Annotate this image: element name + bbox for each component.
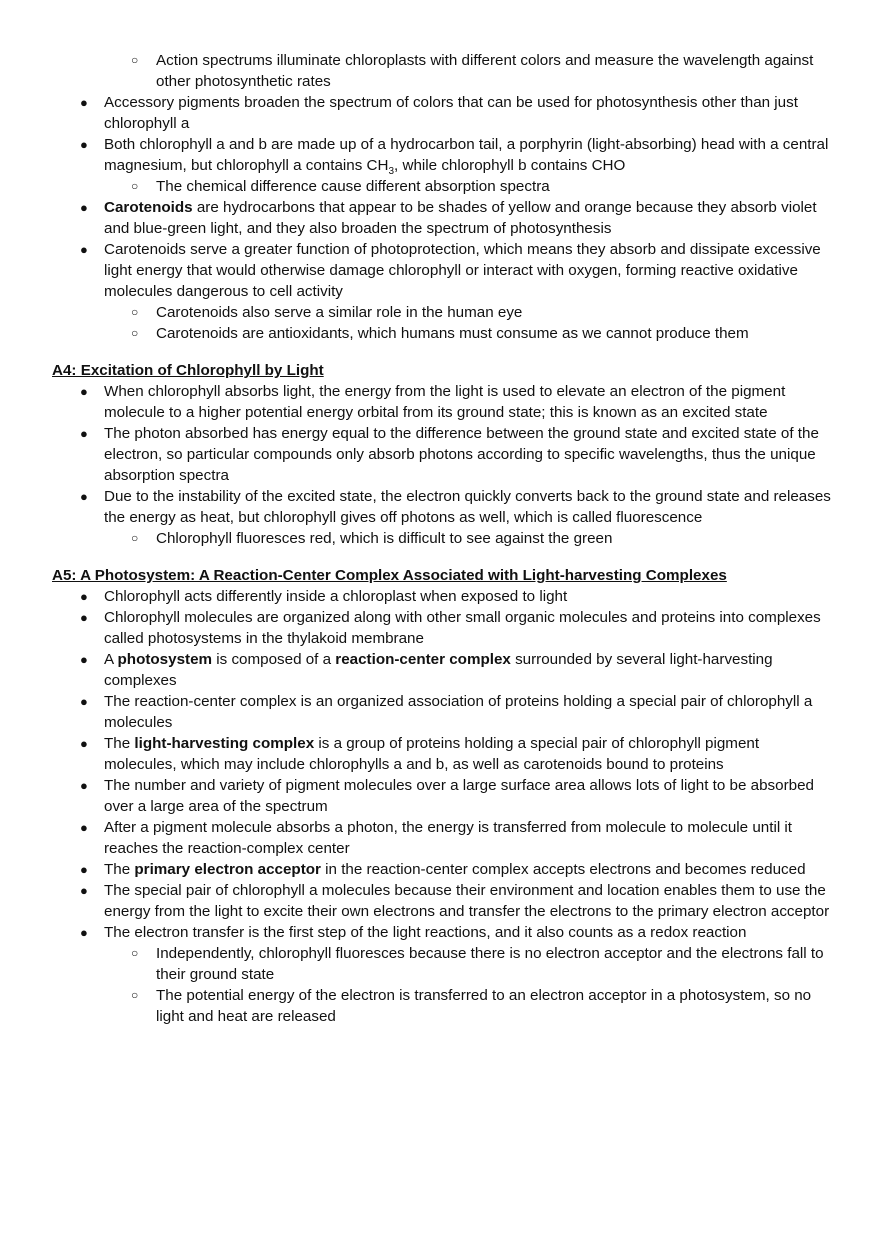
filled-bullet-icon: ● [80,200,88,215]
item-text: The special pair of chlorophyll a molecules because their environment and location enables them to use the energy from the light to excite their own electrons and transfer the electrons to the primary electron acceptor [104,882,830,920]
bold-term: Carotenoids [104,199,193,216]
bold-term: photosystem [117,651,213,668]
item-text: The electron transfer is the first step of the light reactions, and it also counts as a redox reaction [104,924,747,941]
list-item [0,733,834,775]
bold-term: reaction-center complex [335,651,511,668]
list-item [0,92,834,134]
item-text: The number and variety of pigment molecules over a large surface area allows lots of light to be absorbed over a large area of the spectrum [104,777,814,815]
sub-list-item [0,943,834,985]
filled-bullet-icon: ● [80,589,88,604]
hollow-bullet-icon: ○ [131,53,139,67]
list-item [0,859,834,880]
sub-list-item [0,528,834,549]
item-text: The reaction-center complex is an organized association of proteins holding a special pair of chlorophyll a molecules [104,693,813,731]
item-text: Carotenoids also serve a similar role in the human eye [156,304,523,321]
list-item [0,423,834,486]
item-text: surrounded by several light-harvesting complexes [104,651,773,689]
item-text: Independently, chlorophyll fluoresces because there is no electron acceptor and the electrons fall to their ground state [156,945,824,983]
item-text: After a pigment molecule absorbs a photon, the energy is transferred from molecule to molecule until it reaches the reaction-complex center [104,819,793,857]
item-text: The photon absorbed has energy equal to the difference between the ground state and excited state of the electron, so particular compounds only absorb photons according to specific wavelengths, thus the unique absorption spectra [104,425,819,484]
list-item [0,586,834,607]
list-item [0,817,834,859]
hollow-bullet-icon: ○ [131,946,139,960]
bullet-list [0,586,880,1027]
item-text: is composed of a [212,651,336,668]
item-text: in the reaction-center complex accepts electrons and becomes reduced [320,861,806,878]
filled-bullet-icon: ● [80,242,88,257]
item-text: Carotenoids are antioxidants, which humans must consume as we cannot produce them [156,325,749,342]
item-text: is a group of proteins holding a special pair of chlorophyll pigment molecules, which may include chlorophylls a and b, as well as carotenoids bound to proteins [104,735,760,773]
section-heading: A4: Excitation of Chlorophyll by Light [52,362,324,379]
filled-bullet-icon: ● [80,610,88,625]
list-item [0,134,834,176]
sub-list-item [0,302,834,323]
filled-bullet-icon: ● [80,778,88,793]
item-text: Due to the instability of the excited state, the electron quickly converts back to the ground state and releases the energy as heat, but chlorophyll gives off photons as well, which is called fluorescence [104,488,831,526]
item-text: The chemical difference cause different absorption spectra [156,178,550,195]
filled-bullet-icon: ● [80,426,88,441]
bold-term: light-harvesting complex [134,735,315,752]
filled-bullet-icon: ● [80,489,88,504]
list-item [0,486,834,528]
item-text: Action spectrums illuminate chloroplasts with different colors and measure the wavelength against other photosynthetic rates [156,52,814,90]
bullet-list [0,50,880,344]
hollow-bullet-icon: ○ [131,988,139,1002]
list-item [0,691,834,733]
item-text: Chlorophyll fluoresces red, which is difficult to see against the green [156,530,613,547]
filled-bullet-icon: ● [80,137,88,152]
filled-bullet-icon: ● [80,736,88,751]
hollow-bullet-icon: ○ [131,326,139,340]
item-text: Chlorophyll acts differently inside a chloroplast when exposed to light [104,588,568,605]
filled-bullet-icon: ● [80,384,88,399]
filled-bullet-icon: ● [80,883,88,898]
hollow-bullet-icon: ○ [131,531,139,545]
list-item [0,197,834,239]
filled-bullet-icon: ● [80,862,88,877]
item-text: A [104,651,118,668]
item-text: are hydrocarbons that appear to be shades of yellow and orange because they absorb violet and blue-green light, and they also broaden the spectrum of photosynthesis [104,199,817,237]
list-item [0,607,834,649]
item-text: Accessory pigments broaden the spectrum of colors that can be used for photosynthesis other than just chlorophyll a [104,94,798,132]
bullet-list [0,381,880,549]
sub-list-item [0,50,834,92]
section-heading: A5: A Photosystem: A Reaction-Center Complex Associated with Light-harvesting Complexes [52,567,727,584]
item-text: Both chlorophyll a and b are made up of a hydrocarbon tail, a porphyrin (light-absorbing) head with a central magnesium, but chlorophyll a contains CH [104,136,829,174]
filled-bullet-icon: ● [80,95,88,110]
item-text: The [104,735,135,752]
list-item [0,775,834,817]
list-item [0,922,834,943]
hollow-bullet-icon: ○ [131,305,139,319]
item-text: The potential energy of the electron is transferred to an electron acceptor in a photosystem, so no light and heat are released [156,987,812,1025]
filled-bullet-icon: ● [80,694,88,709]
item-text: , while chlorophyll b contains CHO [394,157,626,174]
list-item [0,239,834,302]
list-item [0,880,834,922]
sub-list-item [0,323,834,344]
sub-list-item [0,985,834,1027]
list-item [0,381,834,423]
subscript: 3 [388,166,395,178]
item-text: Carotenoids serve a greater function of photoprotection, which means they absorb and dissipate excessive light energy that would otherwise damage chlorophyll or interact with oxygen, forming reactive oxidative molecules dangerous to cell activity [104,241,821,300]
filled-bullet-icon: ● [80,820,88,835]
sub-list-item [0,176,834,197]
filled-bullet-icon: ● [80,652,88,667]
item-text: The [104,861,135,878]
item-text: Chlorophyll molecules are organized along with other small organic molecules and proteins into complexes called photosystems in the thylakoid membrane [104,609,821,647]
hollow-bullet-icon: ○ [131,179,139,193]
item-text: When chlorophyll absorbs light, the energy from the light is used to elevate an electron of the pigment molecule to a higher potential energy orbital from its ground state; this is known as an excited state [104,383,786,421]
list-item [0,649,834,691]
bold-term: primary electron acceptor [134,861,321,878]
filled-bullet-icon: ● [80,925,88,940]
